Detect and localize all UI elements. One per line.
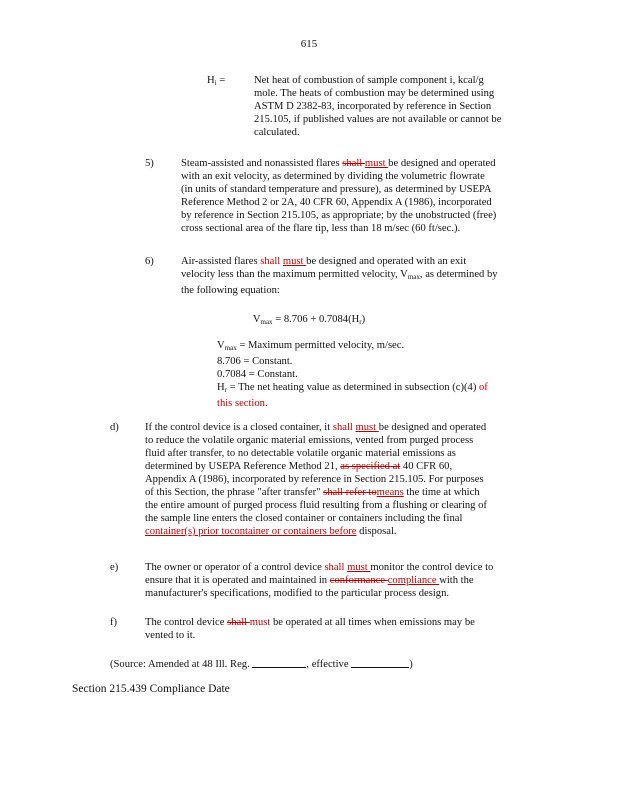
formula-body: = 8.706 + 0.7084(H <box>272 314 360 325</box>
hi-line: ASTM D 2382-83, incorporated by reference in Section <box>254 101 492 112</box>
item-d-line: the entire amount of purged process fluid resulting from a flushing or clearing of <box>145 500 487 511</box>
blank-date-line <box>351 657 409 668</box>
item-d-line: Appendix A (1986), incorporated by reference in Section 215.105. For purposes <box>145 474 484 485</box>
deleted-text: shall <box>227 617 250 628</box>
inserted-text: compliance <box>387 575 440 586</box>
item-d-line: the sample line enters the closed container or containers including the final <box>145 513 463 524</box>
text-run: disposal. <box>356 526 397 537</box>
item-6-line-1 <box>181 255 498 268</box>
item-5-line: with an exit velocity, as determined by dividing the volumetric flowrate <box>181 171 485 182</box>
item-5-number: 5) <box>145 158 154 169</box>
inserted-text: must <box>364 158 389 169</box>
velocity-formula <box>0 313 618 329</box>
hi-line: Net heat of combustion of sample component i, kcal/g <box>254 75 484 86</box>
item-f-number: f) <box>110 617 118 628</box>
page-number: 615 <box>300 38 318 50</box>
item-5-line: (in units of standard temperature and pressure), as determined by USEPA <box>181 184 492 195</box>
inserted-text: must <box>355 422 379 433</box>
constant-2: 0.7084 = Constant. <box>217 369 298 380</box>
deleted-text: as specified at <box>340 461 401 472</box>
text-run: Air-assisted flares <box>181 256 261 267</box>
item-6-number: 6) <box>145 256 154 267</box>
text-run: be designed and operated <box>388 158 496 169</box>
red-text: shall <box>332 422 356 433</box>
text-run: If the control device is a closed container, it <box>145 422 333 433</box>
item-d-line: to reduce the volatile organic material emissions, vented from purged process <box>145 435 474 446</box>
red-text: shall <box>260 256 283 267</box>
item-5-line: cross sectional area of the flare tip, less than 18 m/sec (60 ft/sec.). <box>181 223 461 234</box>
formula-v-sub: max <box>260 318 273 326</box>
inserted-text: must <box>347 562 371 573</box>
hi-term-letter: H <box>207 75 215 86</box>
text-run: the time at which <box>403 487 480 498</box>
formula-close: ) <box>361 314 366 325</box>
hi-term-eq: = <box>216 75 226 86</box>
item-e-line-2 <box>145 574 493 587</box>
deleted-text: shall refer to <box>323 487 377 498</box>
text-run: The control device <box>145 617 228 628</box>
formula-v: V <box>252 314 261 325</box>
item-e-paragraph <box>145 561 493 600</box>
text-run: of this Section, the phrase "after transfer" <box>145 487 324 498</box>
text-run: velocity less than the maximum permitted velocity, V <box>181 269 408 280</box>
vmax-definition <box>217 339 488 355</box>
item-d-line-1 <box>145 421 487 434</box>
item-d-line-6 <box>145 486 487 499</box>
hi-line: 215.105, if published values are not available or cannot be <box>254 114 502 125</box>
text-run: ensure that it is operated and maintained in <box>145 575 330 586</box>
hi-line: calculated. <box>254 127 300 138</box>
constant-1: 8.706 = Constant. <box>217 356 293 367</box>
item-d-line-4 <box>145 460 487 473</box>
deleted-text: shall <box>342 158 365 169</box>
hr-definition <box>217 381 488 397</box>
red-text: shall <box>324 562 348 573</box>
hi-line: mole. The heats of combustion may be determined using <box>254 88 495 99</box>
red-underlined-text: container(s) prior to <box>145 526 230 537</box>
text-run: monitor the control device to <box>370 562 494 573</box>
text-run: V <box>217 340 225 351</box>
item-f-line-1 <box>145 616 475 629</box>
subscript: r <box>224 386 227 394</box>
text-run: be operated at all times when emissions may be <box>270 617 475 628</box>
text-run: ) <box>409 659 413 670</box>
item-e-line: manufacturer's specifications, modified to the particular process design. <box>145 588 450 599</box>
hr-definition-cont: this section. <box>217 398 268 409</box>
hi-term <box>207 74 225 90</box>
text-run: 40 CFR 60, <box>400 461 453 472</box>
deleted-text: conformance <box>329 575 388 586</box>
item-d-line: fluid after transfer, to no detectable volatile organic material emissions as <box>145 448 456 459</box>
text-run: (Source: Amended at 48 Ill. Reg. <box>110 659 253 670</box>
text-run: The owner or operator of a control device <box>145 562 325 573</box>
item-5-line: by reference in Section 215.105, as appropriate; by the unobstructed (free) <box>181 210 497 221</box>
text-run: , effective <box>306 659 352 670</box>
item-f-paragraph <box>145 616 475 642</box>
text-run: be designed and operated with an exit <box>306 256 467 267</box>
inserted-text: must <box>282 256 307 267</box>
subscript: max <box>224 344 237 352</box>
item-d-number: d) <box>110 422 119 433</box>
red-text: of <box>479 382 488 393</box>
item-6-line-3: the following equation: <box>181 285 280 296</box>
item-5-paragraph <box>181 157 496 235</box>
text-run: = The net heating value as determined in subsection (c)(4) <box>227 382 479 393</box>
text-run: determined by USEPA Reference Method 21, <box>145 461 341 472</box>
formula-h-sub: r <box>359 318 362 326</box>
blank-reg-line <box>252 657 306 668</box>
source-note <box>110 657 413 671</box>
text-run: Steam-assisted and nonassisted flares <box>181 158 343 169</box>
inserted-text: container or containers before <box>229 526 357 537</box>
item-e-line-1 <box>145 561 493 574</box>
item-f-line: vented to it. <box>145 630 196 641</box>
section-heading: Section 215.439 Compliance Date <box>72 683 230 695</box>
hi-definition <box>254 74 501 139</box>
item-d-line-9 <box>145 525 487 538</box>
text-run: , as determined by <box>419 269 498 280</box>
text-run: be designed and operated <box>378 422 487 433</box>
subscript: max <box>407 273 420 281</box>
item-5-line-1 <box>181 157 496 170</box>
item-6-paragraph <box>181 255 498 297</box>
item-5-line: Reference Method 2 or 2A, 40 CFR 60, Appendix A (1986), incorporated <box>181 197 492 208</box>
text-run: with the <box>439 575 474 586</box>
text-run: H <box>217 382 225 393</box>
text-run: = Maximum permitted velocity, m/sec. <box>236 340 405 351</box>
red-text: must <box>249 617 271 628</box>
inserted-text: means <box>376 487 404 498</box>
item-e-number: e) <box>110 562 119 573</box>
hi-term-sub: i <box>214 79 217 87</box>
item-d-paragraph <box>145 421 487 538</box>
variable-definitions <box>217 339 488 410</box>
item-6-line-2 <box>181 268 498 284</box>
